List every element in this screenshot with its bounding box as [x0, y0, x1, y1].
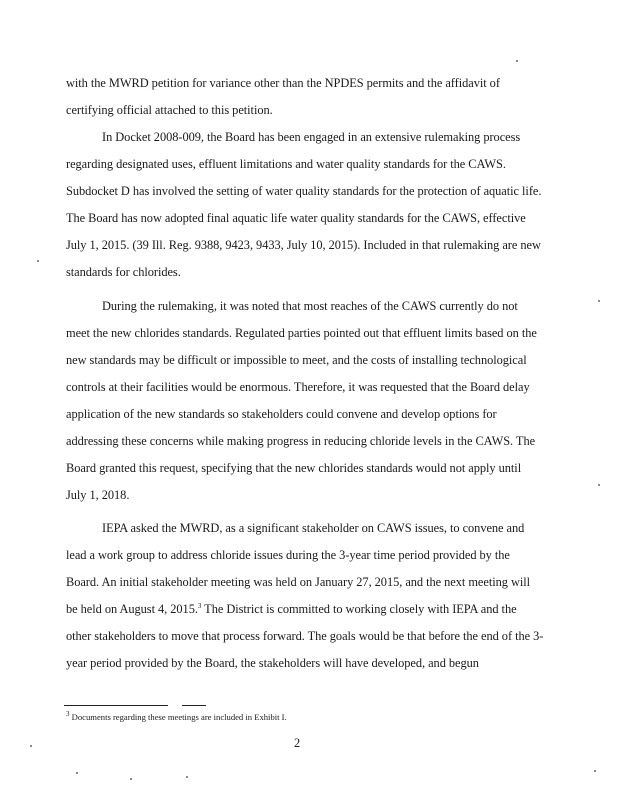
paragraph-line-start: be held on August 4, 2015. — [66, 602, 198, 616]
scan-speck — [130, 778, 132, 780]
page-number: 2 — [294, 736, 301, 750]
footnote-reference: 3 — [197, 602, 202, 610]
paragraph-line: Subdocket D has involved the setting of water quality standards for the protection of aquatic life. — [66, 184, 542, 198]
scan-speck — [598, 484, 600, 486]
scan-speck — [30, 745, 32, 747]
paragraph-line: with the MWRD petition for variance other than the NPDES permits and the affidavit of — [66, 76, 500, 90]
scan-speck — [594, 770, 596, 772]
paragraph-line: The Board has now adopted final aquatic life water quality standards for the CAWS, effective — [66, 211, 526, 225]
paragraph-line: July 1, 2015. (39 Ill. Reg. 9388, 9423, 9433, July 10, 2015). Included in that rulemaking are new — [66, 238, 541, 252]
footnote-separator — [64, 705, 206, 706]
scan-speck — [76, 772, 78, 774]
paragraph-line: Board. An initial stakeholder meeting was held on January 27, 2015, and the next meeting will — [66, 575, 531, 589]
paragraph-line: meet the new chlorides standards. Regulated parties pointed out that effluent limits based on the — [66, 326, 537, 340]
paragraph-line: year period provided by the Board, the stakeholders will have developed, and begun — [66, 656, 479, 670]
scan-speck — [186, 776, 188, 778]
paragraph-line: standards for chlorides. — [66, 265, 181, 279]
footnote — [66, 712, 287, 723]
paragraph-line: addressing these concerns while making progress in reducing chloride levels in the CAWS. The — [66, 434, 536, 448]
paragraph-line: new standards may be difficult or impossible to meet, and the costs of installing technological — [66, 353, 527, 367]
footnote-separator-gap — [168, 703, 182, 707]
footnote-marker: 3 — [66, 710, 70, 718]
paragraph-line: Board granted this request, specifying that the new chlorides standards would not apply until — [66, 461, 522, 475]
paragraph-line: regarding designated uses, effluent limitations and water quality standards for the CAWS. — [66, 157, 506, 171]
paragraph-line: other stakeholders to move that process forward. The goals would be that before the end of the 3- — [66, 629, 544, 643]
paragraph-line: IEPA asked the MWRD, as a significant stakeholder on CAWS issues, to convene and — [102, 521, 525, 535]
paragraph-line: controls at their facilities would be enormous. Therefore, it was requested that the Board delay — [66, 380, 530, 394]
paragraph-line: During the rulemaking, it was noted that most reaches of the CAWS currently do not — [102, 299, 518, 313]
paragraph-line: lead a work group to address chloride issues during the 3-year time period provided by the — [66, 548, 510, 562]
paragraph-line: application of the new standards so stakeholders could convene and develop options for — [66, 407, 497, 421]
paragraph-line-continuation: The District is committed to working closely with IEPA and the — [201, 602, 517, 616]
scan-speck — [37, 260, 39, 262]
paragraph-line: July 1, 2018. — [66, 488, 130, 502]
paragraph-line: In Docket 2008-009, the Board has been engaged in an extensive rulemaking process — [102, 130, 521, 144]
scan-speck — [598, 300, 600, 302]
footnote-text: Documents regarding these meetings are included in Exhibit I. — [71, 712, 287, 722]
scan-speck — [516, 60, 518, 62]
paragraph-line — [66, 602, 517, 617]
paragraph-line: certifying official attached to this petition. — [66, 103, 273, 117]
